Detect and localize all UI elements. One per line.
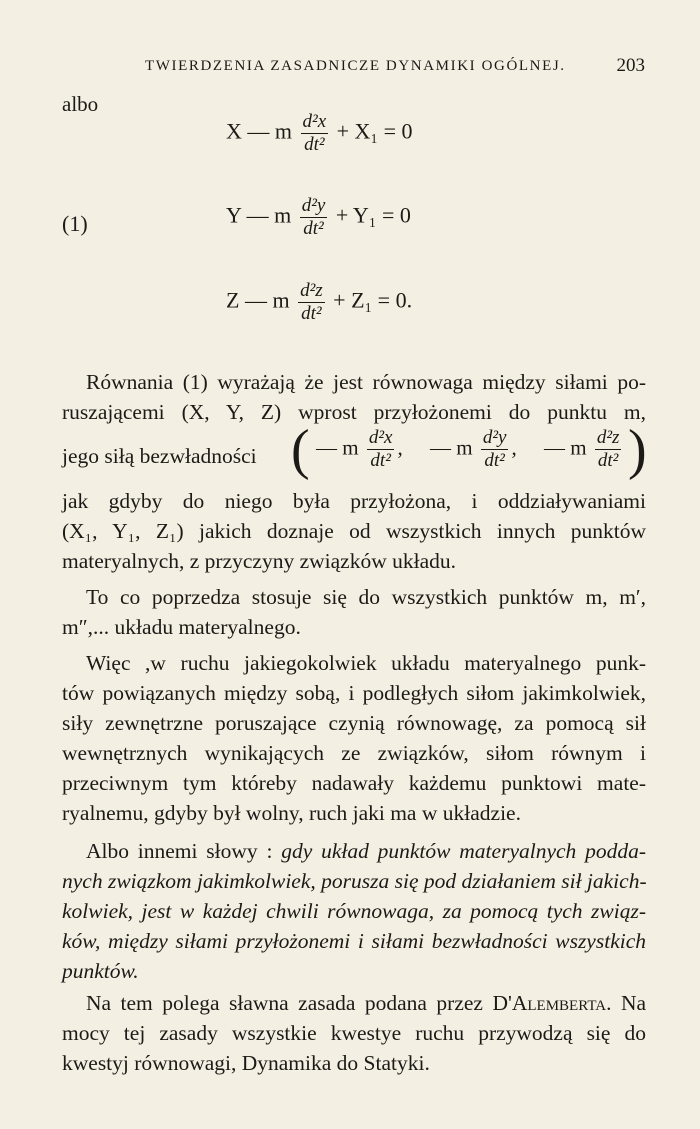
text-line: mocy tej zasady wszystkie kwestye ruchu przywodzą się do <box>62 1021 646 1045</box>
text-line <box>62 896 646 926</box>
paragraph-equilibrium-cont <box>62 486 646 576</box>
inertia-term-y <box>430 428 517 471</box>
equation-y-numerator: d²y <box>301 195 326 216</box>
text-italic: gdy układ punktów materyalnych podda- <box>281 839 646 863</box>
text-line: kwestyj równowagi, Dynamika do Statyki. <box>62 1051 430 1075</box>
text-line <box>62 866 646 896</box>
term-prefix: — m <box>429 435 473 460</box>
inertia-term-x <box>316 428 403 471</box>
text-italic: ków, między siłami przyłożonemi i siłami bezwładności wszystkich <box>62 929 646 953</box>
text-line: Więc ,w ruchu jakiegokolwiek układu materyalnego punk- <box>86 651 646 675</box>
text-line: (X₁, Y₁, Z₁) jakich doznaje od wszystkich innych punktów <box>62 519 646 543</box>
open-paren: ( <box>291 419 310 481</box>
text-roman: Albo innemi słowy : <box>86 839 273 863</box>
term-denominator: dt² <box>484 450 505 471</box>
equation-x-rhs: + X₁ = 0 <box>336 118 413 144</box>
term-fraction <box>595 428 622 471</box>
equation-z <box>226 281 412 324</box>
inertia-terms <box>316 428 624 471</box>
text-italic: kolwiek, jest w każdej chwili równowaga, za pomocą tych związ- <box>62 899 646 923</box>
equation-z-numerator: d²z <box>300 280 323 301</box>
equation-y-fraction <box>300 196 328 239</box>
text-line <box>62 956 646 986</box>
term-separator: , <box>511 435 517 460</box>
equation-z-denominator: dt² <box>301 303 322 324</box>
text-roman: . Na <box>606 991 647 1015</box>
page-header <box>100 52 645 82</box>
paragraph-equilibrium <box>62 367 646 427</box>
equation-x-denominator: dt² <box>304 134 325 155</box>
text-italic: punktów. <box>62 959 139 983</box>
term-numerator: d²z <box>596 427 620 448</box>
lead-word: albo <box>62 92 99 116</box>
equation-x-numerator: d²x <box>302 111 327 132</box>
text-line <box>62 836 646 866</box>
close-paren: ) <box>628 419 647 481</box>
author-name: D'Alemberta <box>492 991 607 1015</box>
equation-number: (1) <box>62 211 88 236</box>
page-number: 203 <box>616 55 645 76</box>
term-fraction <box>481 428 509 471</box>
running-title: TWIERDZENIA ZASADNICZE DYNAMIKI OGÓLNEJ. <box>145 58 566 74</box>
paragraph-principle <box>62 648 646 828</box>
inertia-label: jego siłą bezwładności <box>62 444 257 468</box>
equation-z-rhs: + Z₁ = 0. <box>333 287 413 313</box>
term-prefix: — m <box>316 435 359 460</box>
equation-y-lhs: Y — m <box>226 202 292 228</box>
term-fraction <box>367 428 395 471</box>
equation-y-rhs: + Y₁ = 0 <box>335 202 411 228</box>
equation-z-fraction <box>298 281 325 324</box>
text-line: ryalnemu, gdyby był wolny, ruch jaki ma w układzie. <box>62 801 521 825</box>
inertia-force-line <box>62 419 647 488</box>
text-line: siły zewnętrzne poruszające czynią równowagę, za pomocą sił <box>62 711 646 735</box>
text-line: przeciwnym tym któreby nadawały każdemu punktowi mate- <box>62 771 646 795</box>
text-line: m″,... układu materyalnego. <box>62 615 301 639</box>
term-numerator: d²x <box>368 427 393 448</box>
equation-z-lhs: Z — m <box>226 287 290 313</box>
equation-y <box>226 196 411 239</box>
term-numerator: d²y <box>482 427 507 448</box>
text-line: wewnętrznych wynikających ze związków, siłom równym i <box>62 741 646 765</box>
text-line: tów powiązanych między sobą, i podległych siłom jakimkolwiek, <box>62 681 646 705</box>
text-italic: nych związkom jakimkolwiek, porusza się pod działaniem sił jakich- <box>62 869 647 893</box>
equation-x <box>226 112 413 155</box>
paragraph-applies <box>62 582 646 642</box>
paragraph-restatement <box>62 836 646 986</box>
term-separator: , <box>397 435 403 460</box>
equation-x-lhs: X — m <box>226 118 292 144</box>
text-line: materyalnych, z przyczyny związków układu. <box>62 549 457 573</box>
text-line: jak gdyby do niego była przyłożona, i oddziaływaniami <box>62 489 646 513</box>
term-denominator: dt² <box>597 450 619 471</box>
text-line <box>62 926 646 956</box>
paragraph-dalembert <box>62 988 646 1078</box>
term-denominator: dt² <box>370 450 391 471</box>
equation-x-fraction <box>301 112 329 155</box>
equation-y-denominator: dt² <box>303 218 324 239</box>
text-line <box>62 988 646 1018</box>
term-prefix: — m <box>543 435 587 460</box>
text-roman: Na tem polega sławna zasada podana przez <box>86 991 483 1015</box>
text-line: ruszającemi (X, Y, Z) wprost przyłożonemi do punktu m, <box>62 400 646 424</box>
inertia-term-z <box>544 428 624 471</box>
text-line: Równania (1) wyrażają że jest równowaga między siłami po- <box>86 370 646 394</box>
text-line: To co poprzedza stosuje się do wszystkich punktów m, m′, <box>86 585 646 609</box>
